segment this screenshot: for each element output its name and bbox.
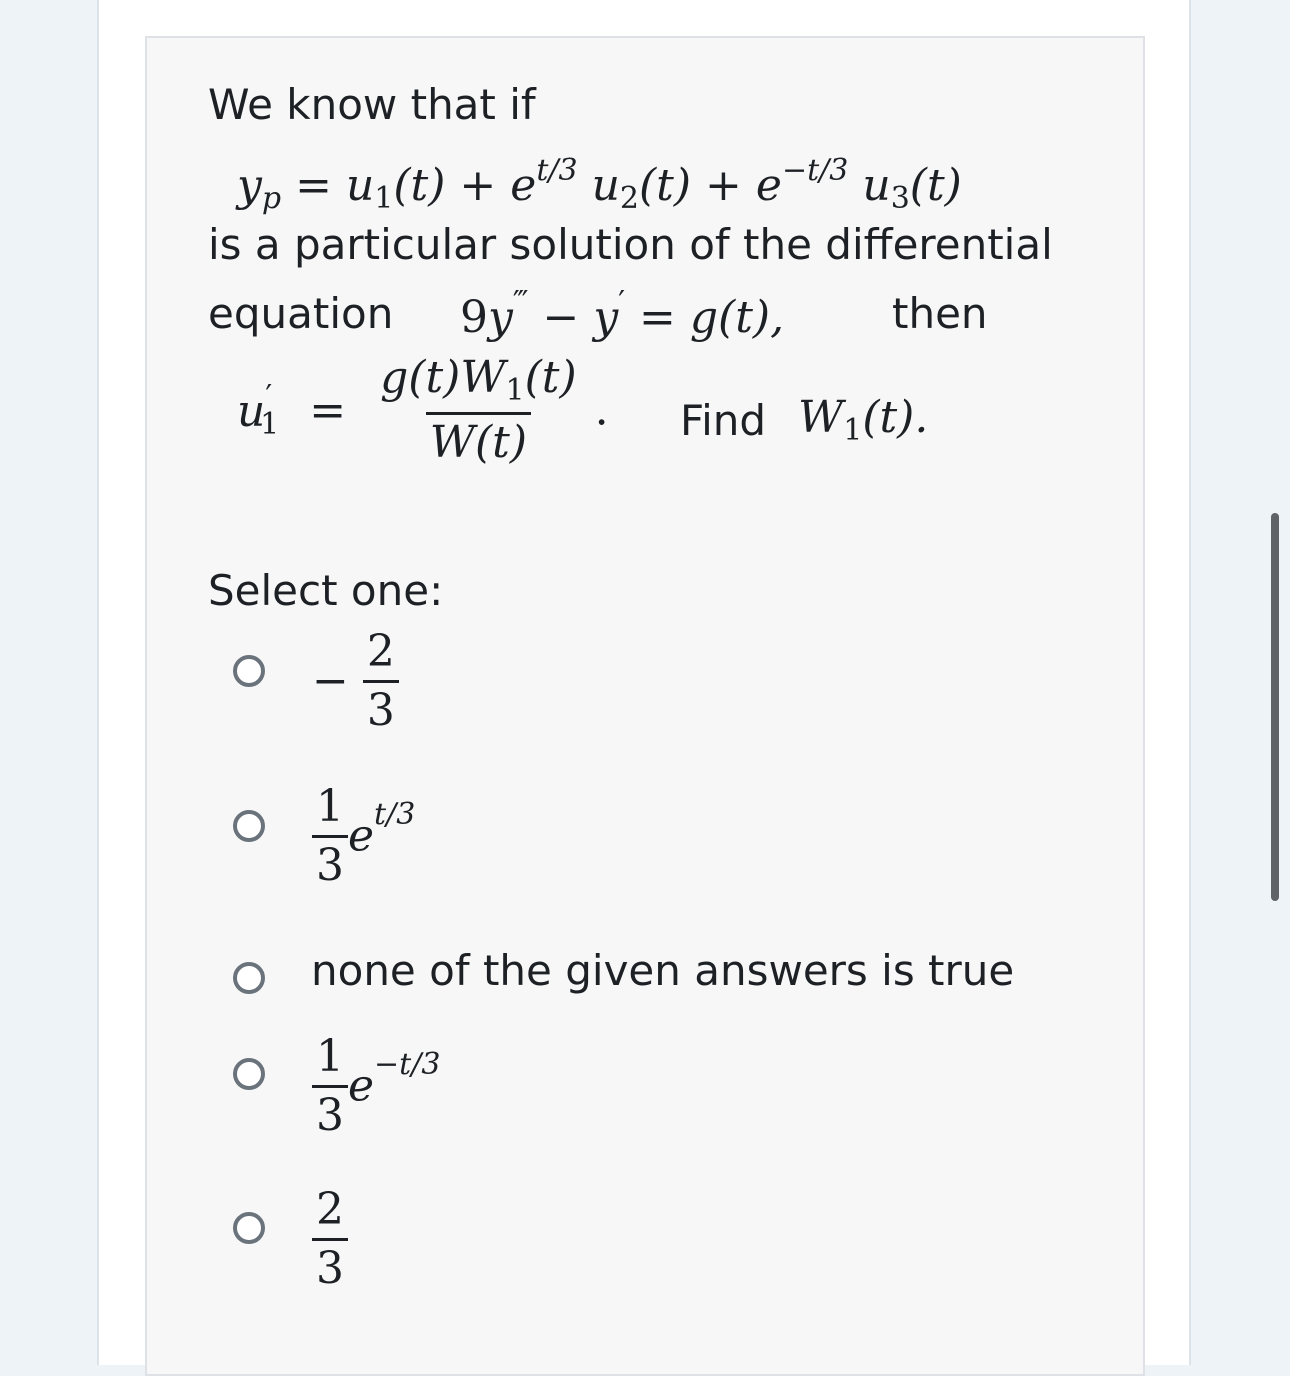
radio-option-1[interactable] [233, 655, 265, 687]
scrollbar-thumb[interactable] [1271, 513, 1279, 901]
differential-equation: 9y‴ − y′ = g(t), [460, 285, 785, 343]
u1-prime-formula: $u'_1$ = $\frac{g(t)W_1(t)}{W(t)}$ . [237, 352, 609, 468]
wronskian-fraction: $\frac{g(t)W_1(t)}{W(t)}$ [380, 352, 577, 468]
find-target: $W_1(t)$. [798, 392, 929, 448]
question-text-panel [145, 36, 1145, 1376]
radio-option-3[interactable] [233, 962, 265, 994]
question-equation-word: equation [208, 289, 394, 338]
option-4-label: $\frac{1}{3}$ $e^{-t/3}$ [312, 1035, 440, 1138]
option-5-label: $\frac{2}{3}$ [312, 1188, 348, 1291]
question-find: Find [680, 396, 767, 445]
option-1-label: − $\frac{2}{3}$ [312, 630, 399, 733]
radio-option-2[interactable] [233, 810, 265, 842]
particular-solution-equation: $y_p = u_1(t) + e^{t/3}$ $u_2(t) + e^{-t/3}$ $u_3(t)$ [237, 153, 962, 216]
question-intro: We know that if [208, 80, 536, 129]
radio-option-5[interactable] [233, 1212, 265, 1244]
question-then: then [892, 289, 988, 338]
question-line-2: is a particular solution of the differential [208, 220, 1053, 269]
option-2-label: $\frac{1}{3}$ $e^{t/3}$ [312, 785, 415, 888]
radio-option-4[interactable] [233, 1058, 265, 1090]
option-3-label: none of the given answers is true [311, 946, 1015, 995]
select-one-prompt: Select one: [208, 566, 444, 615]
